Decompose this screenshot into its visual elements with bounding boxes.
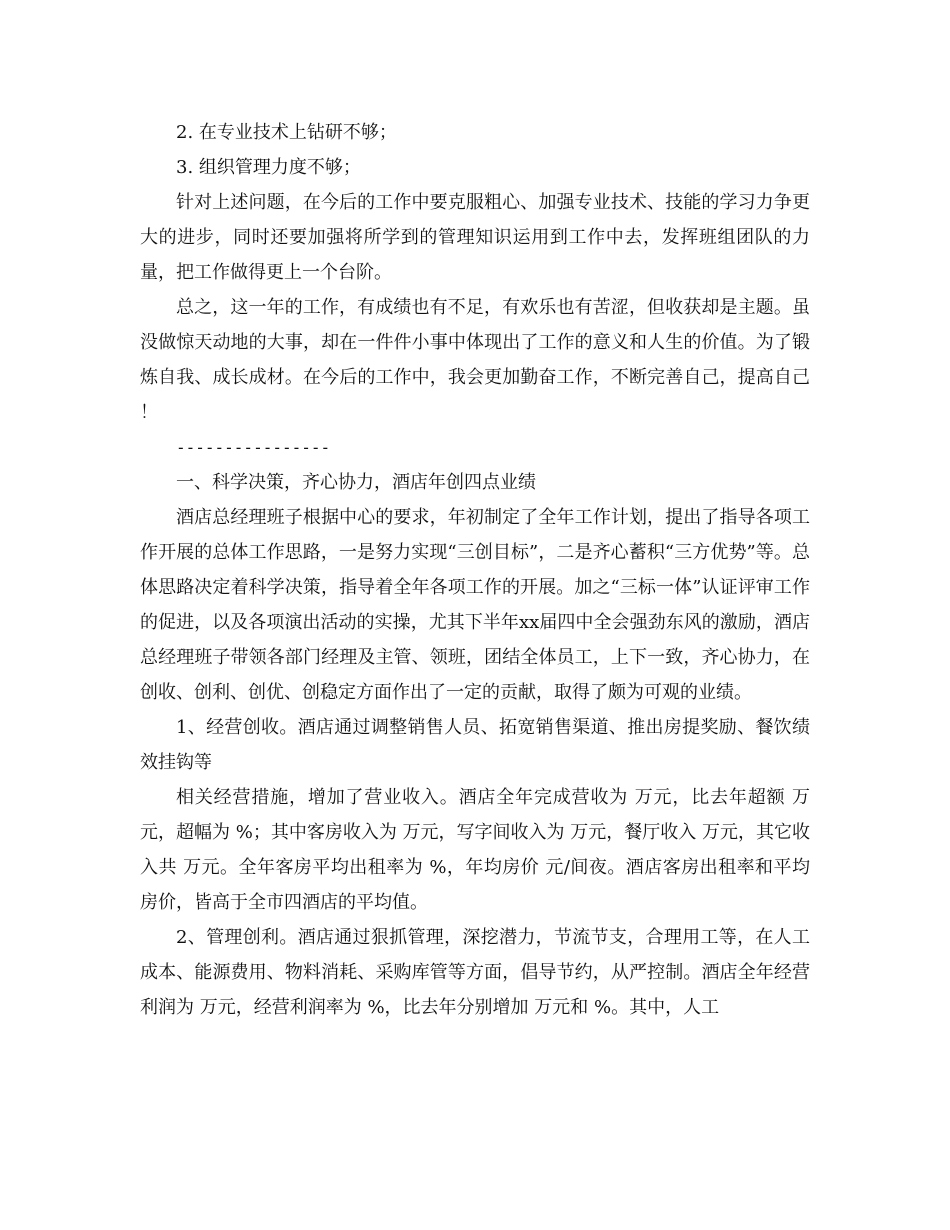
section-separator: ---------------- (176, 438, 331, 457)
summary-paragraph: 总之，这一年的工作，有成绩也有不足，有欢乐也有苦涩，但收获却是主题。虽没做惊天动地的大事，却在一件件小事中体现出了工作的意义和人生的价值。为了锻炼自我、成长成材。在今后的工作中，我会更加勤奋工作，不断完善自己，提高自己 ！ (140, 297, 810, 423)
list-item-3: 3. 组织管理力度不够； (176, 157, 361, 178)
document-body (140, 115, 810, 1025)
overview-paragraph: 酒店总经理班子根据中心的要求，年初制定了全年工作计划，提出了指导各项工作开展的总体工作思路，一是努力实现“三创目标”，二是齐心蓄积“三方优势”等。总体思路决定着科学决策，指导着全年各项工作的开展。加之“三标一体”认证评审工作的促进，以及各项演出活动的实操，尤其下半年xx届四中全会强劲东风的激励，酒店总经理班子带领各部门经理及主管、领班，团结全体员工，上下一致，齐心协力，在创收、创利、创优、创稳定方面作出了一定的贡献，取得了颇为可观的业绩。 (140, 507, 810, 703)
list-item-2: 2. 在专业技术上钻研不够； (176, 122, 397, 143)
improvement-paragraph: 针对上述问题，在今后的工作中要克服粗心、加强专业技术、技能的学习力争更大的进步，同时还要加强将所学到的管理知识运用到工作中去，发挥班组团队的力量，把工作做得更上一个台阶。 (140, 192, 810, 283)
revenue-heading-paragraph: 1、经营创收。酒店通过调整销售人员、拓宽销售渠道、推出房提奖励、餐饮绩效挂钩等 (140, 717, 810, 773)
profit-paragraph: 2、管理创利。酒店通过狠抓管理，深挖潜力，节流节支，合理用工等，在人工成本、能源费用、物料消耗、采购库管等方面，倡导节约，从严控制。酒店全年经营利润为 万元，经营利润率为 %，比去年分别增加 万元和 %。其中，人工 (140, 927, 810, 1018)
revenue-detail-paragraph: 相关经营措施，增加了营业收入。酒店全年完成营收为 万元，比去年超额 万元，超幅为 %；其中客房收入为 万元，写字间收入为 万元，餐厅收入 万元，其它收入共 万元。全年客房平均出租率为 %，年均房价 元/间夜。酒店客房出租率和平均房价，皆高于全市四酒店的平均值。 (140, 787, 810, 913)
section-heading: 一、科学决策，齐心协力，酒店年创四点业绩 (176, 472, 536, 493)
